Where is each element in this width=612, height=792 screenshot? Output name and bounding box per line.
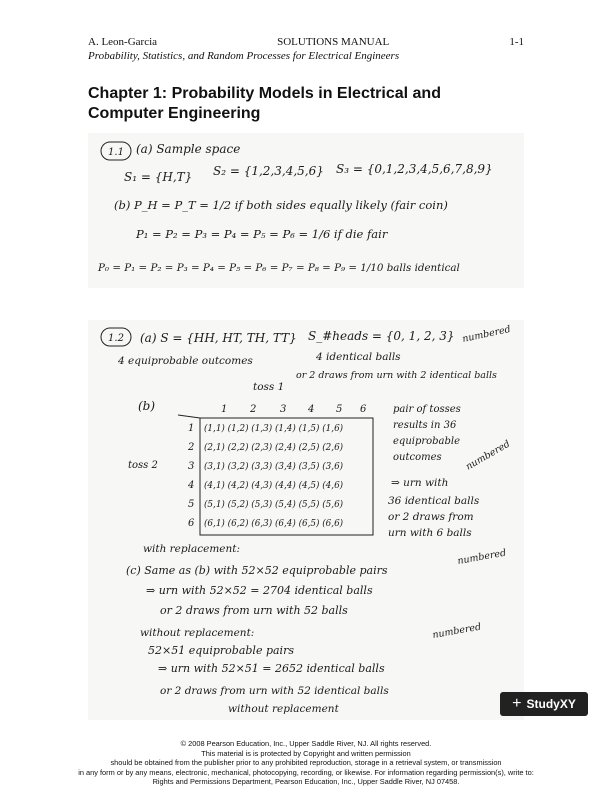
row-header: 4 [188, 480, 195, 491]
b-note7: or 2 draws from [388, 511, 474, 523]
numbered-note-c1: numbered [456, 547, 507, 567]
part-c-line2: ⇒ urn with 52×52 = 2704 identical balls [146, 584, 373, 597]
toss1-label: toss 1 [253, 381, 285, 393]
b-note1: pair of tosses [393, 404, 461, 415]
numbered-note-a: numbered [461, 323, 512, 345]
part-a-note2: 4 identical balls [316, 351, 401, 363]
part-c-line7: without replacement [228, 703, 339, 715]
manual-title: SOLUTIONS MANUAL [277, 36, 390, 48]
problem-number: 1.1 [108, 147, 124, 158]
grid-corner-line [178, 415, 200, 418]
grid-row: (4,1) (4,2) (4,3) (4,4) (4,5) (4,6) [204, 481, 344, 491]
sample-space-s2: S₂ = {1,2,3,4,5,6} [213, 164, 324, 178]
row-header: 5 [188, 499, 195, 510]
col-header: 3 [280, 404, 287, 415]
b-note3: equiprobable [393, 436, 461, 447]
b-note5: ⇒ urn with [391, 477, 449, 489]
page-number: 1-1 [509, 36, 524, 48]
col-header: 4 [308, 404, 315, 415]
part-c-line6: or 2 draws from urn with 52 identical balls [160, 685, 389, 697]
sample-space-s1: S₁ = {H,T} [124, 170, 193, 184]
logo-text: StudyXY [526, 697, 576, 711]
outcome-grid [204, 423, 344, 529]
col-header: 2 [250, 404, 257, 415]
b-note4: outcomes [393, 452, 442, 463]
part-b-line2: P₁ = P₂ = P₃ = P₄ = P₅ = P₆ = 1/6 if die fair [136, 227, 388, 241]
b-note6: 36 identical balls [388, 495, 480, 507]
numbered-note-c2: numbered [431, 621, 482, 641]
part-a-note3: or 2 draws from urn with 2 identical balls [296, 370, 497, 381]
toss2-label: toss 2 [128, 460, 158, 471]
row-header: 2 [188, 442, 195, 453]
sample-space-s3: S₃ = {0,1,2,3,4,5,6,7,8,9} [336, 162, 493, 176]
part-a-line: (a) S = {HH, HT, TH, TT} [140, 331, 297, 345]
part-a-label: (a) Sample space [136, 142, 241, 156]
row-header: 3 [188, 461, 195, 472]
numbered-note-b: numbered [464, 438, 513, 473]
grid-row: (6,1) (6,2) (6,3) (6,4) (6,5) (6,6) [204, 519, 344, 529]
running-header [88, 36, 524, 63]
studyxy-logo [500, 692, 588, 716]
problem-1-1-scan [88, 133, 524, 288]
chapter-title: Chapter 1: Probability Models in Electrical and Computer Engineering [88, 85, 441, 122]
grid-row: (2,1) (2,2) (2,3) (2,4) (2,5) (2,6) [204, 443, 344, 453]
col-header: 5 [336, 404, 343, 415]
part-b-label: (b) [138, 399, 156, 413]
with-replacement: with replacement: [143, 543, 241, 555]
footer-line: © 2008 Pearson Education, Inc., Upper Saddle River, NJ. All rights reserved. [180, 739, 432, 748]
row-header: 6 [188, 518, 195, 529]
row-header: 1 [188, 423, 195, 434]
col-header: 1 [221, 404, 228, 415]
book-title: Probability, Statistics, and Random Processes for Electrical Engineers [88, 50, 400, 62]
b-note2: results in 36 [393, 420, 457, 431]
b-note8: urn with 6 balls [388, 527, 472, 539]
part-c-line4: 52×51 equiprobable pairs [148, 644, 294, 657]
grid-row: (3,1) (3,2) (3,3) (3,4) (3,5) (3,6) [204, 462, 344, 472]
toss-column-headers [221, 404, 367, 415]
footer-line: in any form or by any means, electronic, mechanical, photocopying, recording, or likewise. For information regarding permission(s), write to: [78, 767, 534, 777]
footer-line: This material is is protected by Copyright and written permission [201, 748, 411, 758]
part-a-heads: S_#heads = {0, 1, 2, 3} [308, 329, 455, 343]
author: A. Leon-Garcia [88, 36, 158, 48]
problem-1-2-scan [88, 320, 524, 720]
outcome-grid-box [200, 418, 373, 535]
toss-row-headers [187, 423, 195, 529]
plus-icon: + [512, 695, 522, 712]
part-c-line3: or 2 draws from urn with 52 balls [160, 604, 348, 617]
part-b-line3: P₀ = P₁ = P₂ = P₃ = P₄ = P₅ = P₆ = P₇ = P₈ = P₉ = 1/10 balls identical [98, 262, 460, 274]
grid-row: (5,1) (5,2) (5,3) (5,4) (5,5) (5,6) [204, 500, 344, 510]
problem-number: 1.2 [108, 333, 124, 344]
footer-line: should be obtained from the publisher prior to any prohibited reproduction, storage in a retrieval system, or transmission [110, 758, 502, 768]
grid-row: (1,1) (1,2) (1,3) (1,4) (1,5) (1,6) [204, 424, 344, 434]
without-replacement: without replacement: [140, 627, 255, 639]
part-b-line1: (b) P_H = P_T = 1/2 if both sides equally likely (fair coin) [114, 198, 448, 212]
part-c-line5: ⇒ urn with 52×51 = 2652 identical balls [158, 662, 385, 675]
col-header: 6 [360, 404, 367, 415]
part-c-line1: (c) Same as (b) with 52×52 equiprobable pairs [126, 564, 388, 577]
part-a-note1: 4 equiprobable outcomes [118, 355, 253, 367]
footer-line: Rights and Permissions Department, Pearson Education, Inc., Upper Saddle River, NJ 07458. [152, 777, 460, 787]
copyright-footer [0, 739, 612, 787]
